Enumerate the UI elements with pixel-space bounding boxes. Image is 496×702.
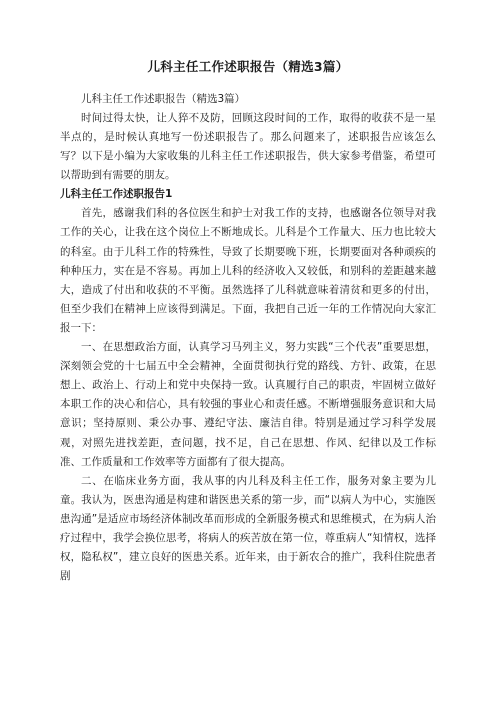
document-subtitle: 儿科主任工作述职报告（精选3篇） bbox=[81, 93, 246, 105]
section-1-heading: 儿科主任工作述职报告1 bbox=[60, 188, 173, 201]
paragraph-thanks: 首先，感谢我们科的各位医生和护士对我工作的支持，也感谢各位领导对我工作的关心，让我在这个岗位上不断地成长。儿科是个工作量大、压力也比较大的科室。由于儿科工作的特殊性，导致了长期要晚下班，长期要面对各种顽疾的种种压力，实在是不容易。再加上儿科的经济收入又较低，和别科的差距越来越大，造成了付出和收获的不平衡。虽然选择了儿科就意味着清贫和更多的付出，但至少我们在精神上应该得到满足。下面，我把自己近一年的工作情况向大家汇报一下： bbox=[60, 207, 436, 334]
document-title: 儿科主任工作述职报告（精选3篇） bbox=[147, 59, 349, 74]
paragraph-political: 一、在思想政治方面，认真学习马列主义，努力实践“三个代表”重要思想，深刻领会党的十七届五中全会精神，全面贯彻执行党的路线、方针、政策，在思想上、政治上、行动上和党中央保持一致。认真履行自己的职责，牢固树立做好本职工作的决心和信心，具有较强的事业心和责任感。不断增强服务意识和大局意识；坚持原则、秉公办事、遵纪守法、廉洁自律。特别是通过学习科学发展观，对照先进找差距，查问题，找不足，自己在思想、作风、纪律以及工作标准、工作质量和工作效率等方面都有了很大提高。 bbox=[60, 341, 436, 468]
intro-paragraph: 时间过得太快，让人猝不及防，回顾这段时间的工作，取得的收获不是一星半点的，是时候认真地写一份述职报告了。那么问题来了，述职报告应该怎么写？以下是小编为大家收集的儿科主任工作述职报告，供大家参考借鉴，希望可以帮助到有需要的朋友。 bbox=[60, 112, 436, 182]
document-page bbox=[60, 58, 436, 586]
paragraph-clinical: 二、在临床业务方面，我从事的内儿科及科主任工作，服务对象主要为儿童。我认为，医患沟通是构建和谐医患关系的第一步，而“以病人为中心，实施医患沟通”是适应市场经济体制改革而形成的全新服务模式和思维模式，在为病人治疗过程中，我学会换位思考，将病人的疾苦放在第一位，尊重病人“知情权，选择权，隐私权”，建立良好的医患关系。近年来，由于新农合的推广，我科住院患者剧 bbox=[60, 474, 436, 583]
